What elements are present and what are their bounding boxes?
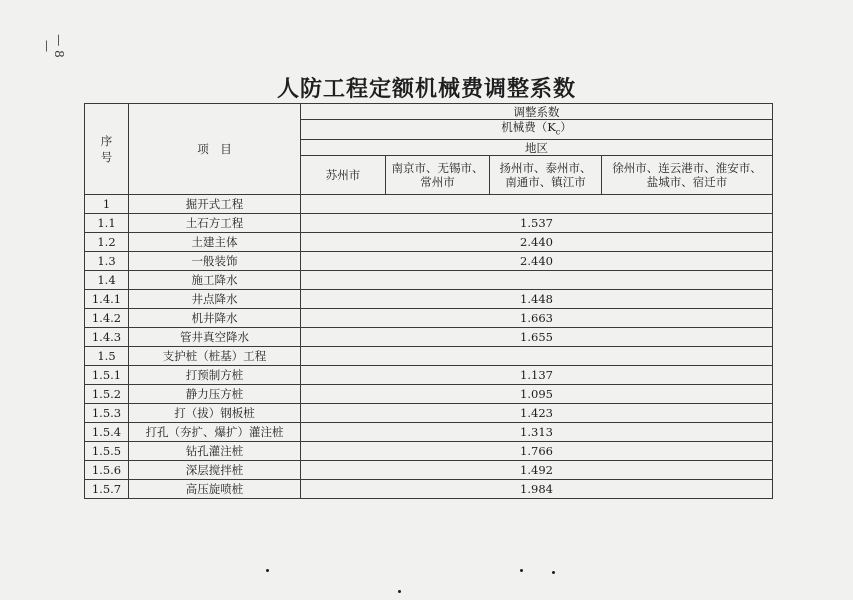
document-title: 人防工程定额机械费调整系数 (276, 76, 576, 102)
row-number: 1.5.6 (85, 461, 129, 480)
row-number: 1.4 (85, 271, 129, 290)
region-column-header (490, 156, 602, 195)
region-header: 地区 (301, 140, 773, 156)
row-item: 井点降水 (129, 290, 301, 309)
machine-fee-subscript: c (555, 127, 561, 137)
row-number: 1.5.3 (85, 404, 129, 423)
machine-fee-header (301, 120, 773, 140)
row-item: 静力压方桩 (129, 385, 301, 404)
row-item: 管井真空降水 (129, 328, 301, 347)
table-row (85, 480, 773, 499)
row-number: 1.5.7 (85, 480, 129, 499)
row-item: 机井降水 (129, 309, 301, 328)
adjust-header: 调整系数 (301, 104, 773, 120)
row-number: 1.4.2 (85, 309, 129, 328)
row-number: 1.5 (85, 347, 129, 366)
table-row (85, 290, 773, 309)
row-number: 1.5.5 (85, 442, 129, 461)
table-row (85, 233, 773, 252)
seq-header (85, 104, 129, 195)
row-number: 1.4.3 (85, 328, 129, 347)
row-item: 一般装饰 (129, 252, 301, 271)
row-coefficient: 1.095 (301, 385, 773, 404)
region-column-header (602, 156, 773, 195)
speck (552, 571, 555, 574)
speck (398, 590, 401, 593)
row-item: 支护桩（桩基）工程 (129, 347, 301, 366)
row-item: 施工降水 (129, 271, 301, 290)
row-number: 1.5.1 (85, 366, 129, 385)
table-row (85, 461, 773, 480)
row-number: 1.4.1 (85, 290, 129, 309)
row-item: 土建主体 (129, 233, 301, 252)
region-column-header (301, 156, 386, 195)
row-coefficient (301, 271, 773, 290)
region-line: 苏州市 (325, 168, 361, 183)
row-item: 打（拔）钢板桩 (129, 404, 301, 423)
table-row (85, 214, 773, 233)
row-number: 1 (85, 195, 129, 214)
region-line: 常州市 (420, 175, 455, 190)
table-row (85, 366, 773, 385)
row-coefficient: 1.537 (301, 214, 773, 233)
table-row (85, 404, 773, 423)
row-number: 1.1 (85, 214, 129, 233)
row-number: 1.3 (85, 252, 129, 271)
row-coefficient: 1.448 (301, 290, 773, 309)
adjustment-table (84, 103, 773, 499)
row-coefficient (301, 195, 773, 214)
machine-fee-close: ） (560, 120, 572, 134)
row-item: 钻孔灌注桩 (129, 442, 301, 461)
row-number: 1.5.4 (85, 423, 129, 442)
region-line: 南通市、镇江市 (505, 175, 586, 190)
row-coefficient: 1.137 (301, 366, 773, 385)
seq-header-text: 序号 (100, 134, 113, 165)
row-coefficient: 2.440 (301, 252, 773, 271)
row-coefficient: 2.440 (301, 233, 773, 252)
row-item: 打孔（夯扩、爆扩）灌注桩 (129, 423, 301, 442)
item-header: 项 目 (129, 104, 301, 195)
table-row (85, 442, 773, 461)
region-line: 南京市、无锡市、 (391, 161, 484, 176)
row-coefficient (301, 347, 773, 366)
row-coefficient: 1.313 (301, 423, 773, 442)
row-item: 深层搅拌桩 (129, 461, 301, 480)
machine-fee-label: 机械费（K (501, 120, 556, 134)
row-item: 打预制方桩 (129, 366, 301, 385)
row-coefficient: 1.984 (301, 480, 773, 499)
row-number: 1.5.2 (85, 385, 129, 404)
table-row (85, 328, 773, 347)
region-line: 盐城市、宿迁市 (646, 175, 728, 190)
region-line: 徐州市、连云港市、淮安市、 (612, 161, 762, 176)
speck (266, 569, 269, 572)
row-coefficient: 1.655 (301, 328, 773, 347)
region-column-header (386, 156, 490, 195)
speck (520, 569, 523, 572)
row-item: 土石方工程 (129, 214, 301, 233)
table-row (85, 347, 773, 366)
row-coefficient: 1.423 (301, 404, 773, 423)
row-item: 掘开式工程 (129, 195, 301, 214)
row-item: 高压旋喷桩 (129, 480, 301, 499)
table-row (85, 309, 773, 328)
page-number: — 8 — (40, 34, 66, 58)
table-row (85, 252, 773, 271)
region-line: 扬州市、泰州市、 (499, 161, 592, 176)
row-coefficient: 1.492 (301, 461, 773, 480)
table-row (85, 423, 773, 442)
row-number: 1.2 (85, 233, 129, 252)
table-row (85, 195, 773, 214)
row-coefficient: 1.766 (301, 442, 773, 461)
row-coefficient: 1.663 (301, 309, 773, 328)
table-row (85, 385, 773, 404)
table-row (85, 271, 773, 290)
